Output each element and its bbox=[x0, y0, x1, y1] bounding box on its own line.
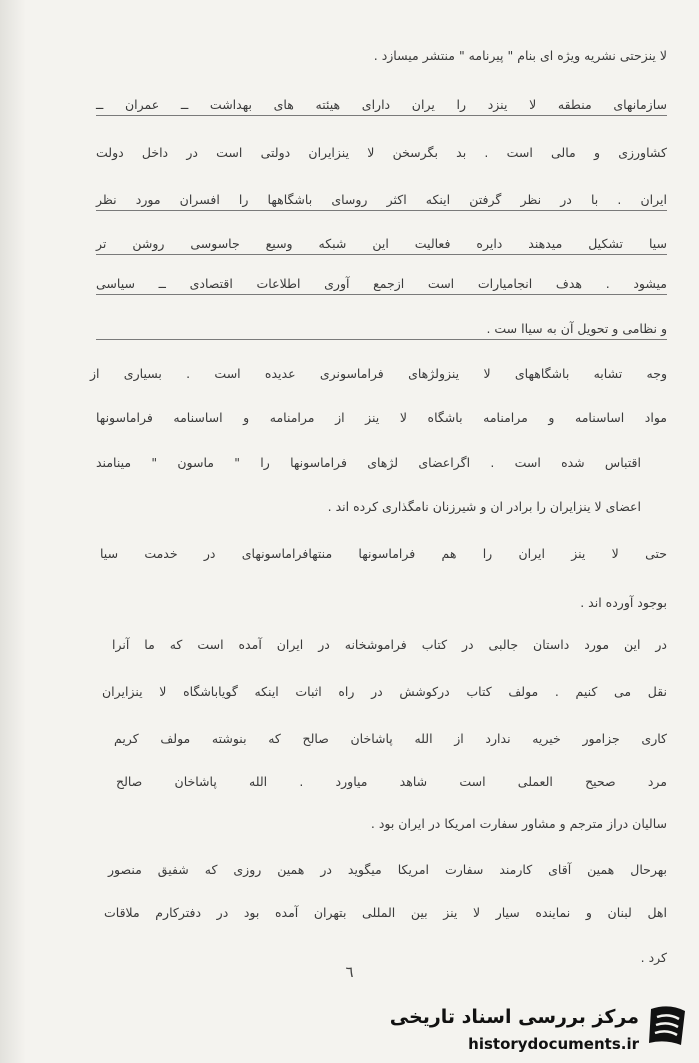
document-line: سیا تشکیل میدهند دایره فعالیت این شبکه وسیع جاسوسی روشن تر bbox=[96, 236, 667, 255]
document-line: وجه تشابه باشگاههای لا ینزولژهای فراماسونری عدیده است . بسیاری از bbox=[90, 366, 667, 381]
document-line: اقتباس شده است . اگراعضای لژهای فراماسونها را " ماسون " مینامند bbox=[96, 455, 641, 470]
page-number: ٦ bbox=[345, 963, 354, 981]
document-line: اعضای لا ینزایران را برادر ان و شیرزنان نامگذاری کرده اند . bbox=[327, 499, 641, 514]
document-line: سازمانهای منطقه لا ینزد را یران دارای هیئته های بهداشت ــ عمران ــ bbox=[96, 97, 667, 116]
document-line: مرد صحیح العملی است شاهد میاورد . الله پاشاخان صالح bbox=[116, 774, 667, 789]
archive-url[interactable]: historydocuments.ir bbox=[468, 1035, 639, 1053]
document-line: کرد . bbox=[640, 950, 667, 965]
document-line: ایران . با در نظر گرفتن اینکه اکثر روسای باشگاهها را افسران مورد نظر bbox=[96, 192, 667, 211]
document-line: سالیان دراز مترجم و مشاور سفارت امریکا در ایران بود . bbox=[370, 816, 667, 831]
document-line: بهرحال همین آقای کارمند سفارت امریکا میگوید در همین روزی که شفیق منصور bbox=[108, 862, 667, 877]
archive-title: مرکز بررسی اسناد تاریخی bbox=[389, 1006, 639, 1028]
document-line: کاری جزامور خیریه ندارد از الله پاشاخان صالح که بنوشته مولف کریم bbox=[114, 731, 667, 746]
document-line: اهل لبنان و نماینده سیار لا ینز بین المللی بتهران آمده بود در دفترکارم ملاقات bbox=[104, 905, 667, 920]
quill-book-logo-icon bbox=[643, 1001, 691, 1053]
document-line: میشود . هدف انجامیارات است ازجمع آوری اطلاعات اقتصادی ــ سیاسی bbox=[96, 276, 667, 295]
document-line: و نظامی و تحویل آن به سیاا ست . bbox=[96, 321, 667, 340]
document-line: نقل می کنیم . مولف کتاب درکوشش در راه اثبات اینکه گویاباشگاه لا ینزایران bbox=[102, 684, 667, 699]
document-line: حتی لا ینز ایران را هم فراماسونها منتهافراماسونهای در خدمت سیا bbox=[100, 546, 667, 561]
document-line: کشاورزی و مالی است . بد بگرسخن لا ینزایران دولتی است در داخل دولت bbox=[96, 145, 667, 160]
document-line: لا ینزحتی نشریه ویژه ای بنام " پیرنامه " منتشر میسازد . bbox=[373, 48, 667, 63]
document-line: مواد اساسنامه و مرامنامه باشگاه لا ینز از مرامنامه و اساسنامه فراماسونها bbox=[96, 410, 667, 425]
document-line: بوجود آورده اند . bbox=[580, 595, 667, 610]
scan-edge-shadow bbox=[0, 0, 26, 1063]
document-line: در این مورد داستان جالبی در کتاب فراموشخانه در ایران آمده است که ما آنرا bbox=[112, 637, 667, 652]
